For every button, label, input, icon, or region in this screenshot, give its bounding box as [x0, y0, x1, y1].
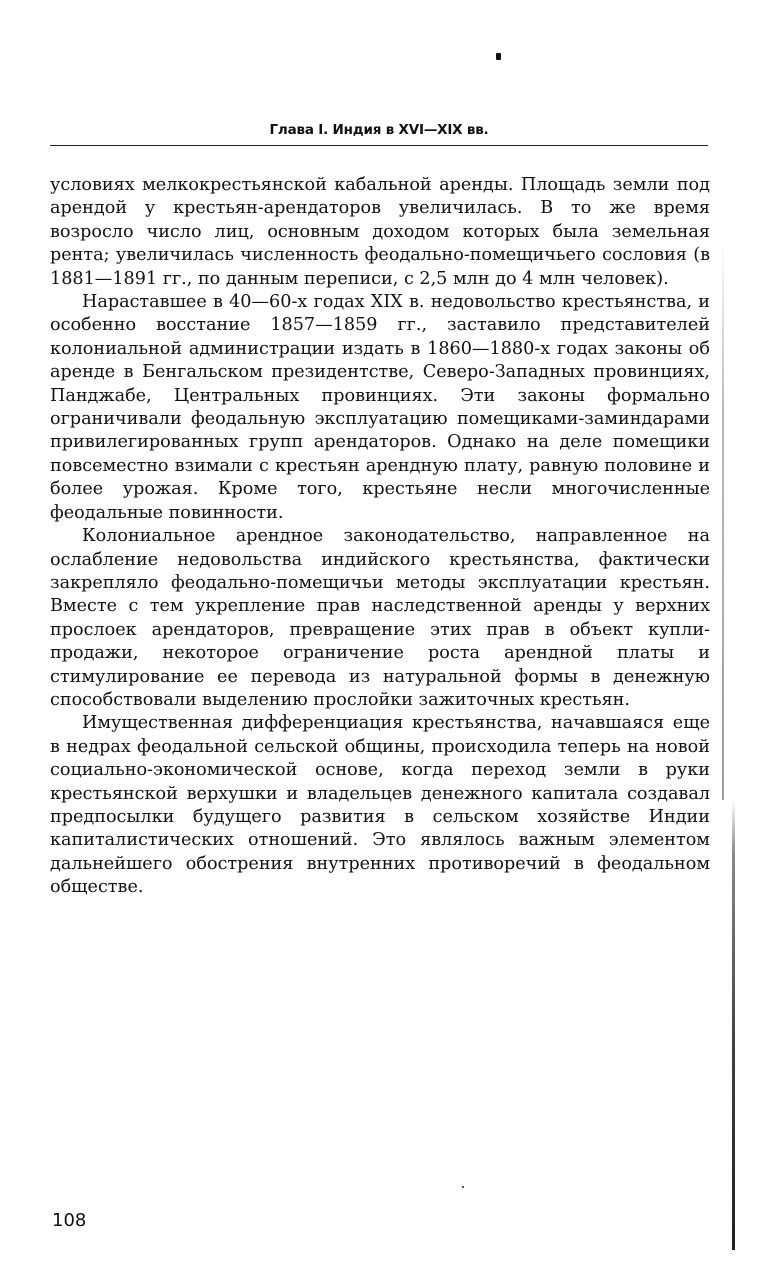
paragraph: Нараставшее в 40—60-х годах XIX в. недовольство крестьянства, и особенно восстание 1857—1859 гг., заставило представителей колониальной администрации издать в 1860—1880-х годах законы об аренде в Бенгальском президентстве, Северо-Западных провинциях, Панджабе, Центральных провинциях. Эти законы формально ограничивали феодальную эксплуатацию помещиками-заминдарами привилегированных групп арендаторов. Однако на деле помещики повсеместно взимали с крестьян арендную плату, равную половине и более урожая. Кроме того, крестьяне несли многочисленные феодальные повинности.: [50, 292, 710, 523]
running-head: Глава I. Индия в XVI—XIX вв.: [269, 122, 489, 138]
page-edge-shadow: [732, 800, 735, 1250]
scan-edge-shadow: [722, 240, 724, 800]
paragraph: Имущественная дифференциация крестьянства, начавшаяся еще в недрах феодальной сельской общины, происходила теперь на новой социально-экономической основе, когда переход земли в руки крестьянской верхушки и владельцев денежного капитала создавал предпосылки будущего развития в сельском хозяйстве Индии капиталистических отношений. Это являлось важным элементом дальнейшего обострения внутренних противоречий в феодальном обществе.: [50, 713, 710, 898]
printer-mark: [496, 53, 501, 60]
paragraph-continued: условиях мелкокрестьянской кабальной аренды. Площадь земли под арендой у крестьян-арендаторов увеличилась. В то же время возросло число лиц, основным доходом которых была земельная рента; увеличилась численность феодально-помещичьего сословия (в 1881—1891 гг., по данным переписи, с 2,5 млн до 4 млн человек).: [50, 175, 710, 289]
header-rule: [50, 145, 708, 146]
body-text: [50, 174, 710, 900]
scan-speck: [462, 1186, 464, 1188]
paragraph: Колониальное арендное законодательство, направленное на ослабление недовольства индийского крестьянства, фактически закрепляло феодально-помещичьи методы эксплуатации крестьян. Вместе с тем укрепление прав наследственной аренды у верхних прослоек арендаторов, превращение этих прав в объект купли-продажи, некоторое ограничение роста арендной платы и стимулирование ее перевода из натуральной формы в денежную способствовали выделению прослойки зажиточных крестьян.: [50, 526, 710, 710]
page-number: 108: [52, 1210, 87, 1231]
